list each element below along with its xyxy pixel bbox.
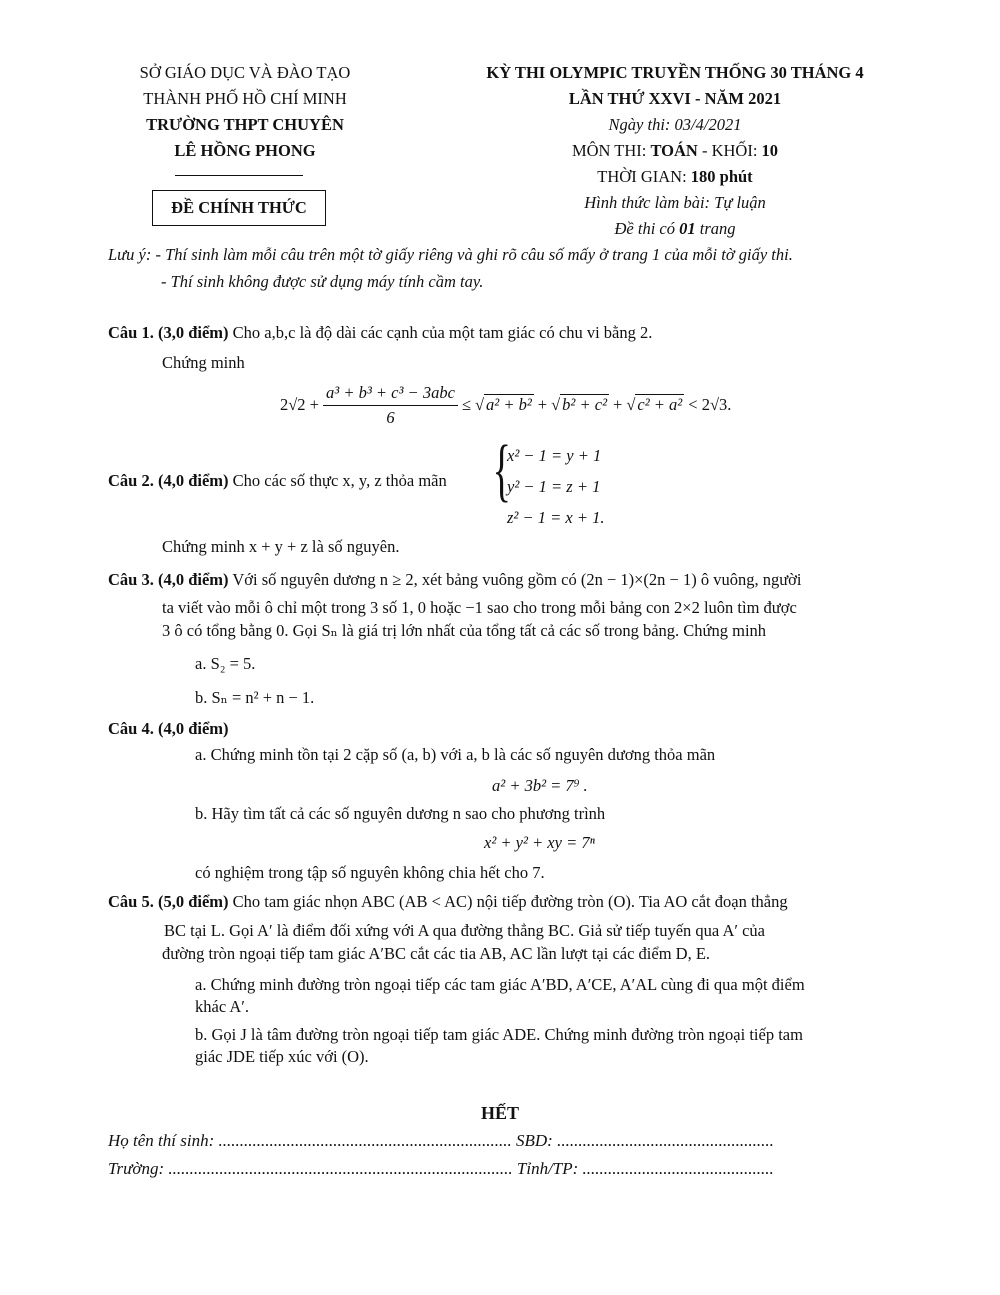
exam-pages: Đề thi có 01 trang [614,219,736,238]
question-4-eq-b: x² + y² + xy = 7ⁿ [484,833,595,852]
question-1-inequality: 2√2 + $\frac{\text{a³ + b³ + c³ − 3abc}}{6}$ ≤ √ a² + b² + √ b² + c² + √ c² + a² < 2√3. [280,382,732,427]
candidate-name-field: Họ tên thí sinh: ..................................................................... SBD: ................................................... [108,1131,774,1150]
question-2-intro [108,471,447,491]
question-1-intro [108,323,652,343]
q1-lhs: 2√2 + [280,395,319,414]
exam-subject: MÔN THI: TOÁN - KHỐI: 10 [571,141,779,160]
question-2-prove: Chứng minh x + y + z là số nguyên. [162,537,400,556]
department-name: SỞ GIÁO DỤC VÀ ĐÀO TẠO [139,63,351,82]
city-name: THÀNH PHỐ HỒ CHÍ MINH [143,89,347,108]
question-5-part-a: a. Chứng minh đường tròn ngoại tiếp các tam giác A′BD, A′CE, A′AL cùng đi qua một điểm [195,975,805,994]
question-1-prove: Chứng minh [162,353,245,372]
question-3-line-1 [108,570,801,590]
q1-frac-denominator: 6 [386,407,395,427]
q2-eq-3: z² − 1 = x + 1. [507,508,605,527]
q1-root-1: a² + b² [486,395,532,414]
question-5-part-a-2: khác A′. [195,997,250,1016]
question-4-eq-a: a² + 3b² = 7⁹ . [492,776,588,795]
exam-format: Hình thức làm bài: Tự luận [584,193,766,212]
question-1-label: Câu 1. (3,0 điểm) [108,323,229,342]
q2-eq-2: y² − 1 = z + 1 [507,477,601,496]
question-3-line-3: 3 ô có tổng bằng 0. Gọi Sₙ là giá trị lớn nhất của tổng tất cả các số trong bảng. Chứng minh [162,621,767,640]
note-line-2: - Thí sinh không được sử dụng máy tính cầm tay. [161,272,484,291]
note-line-1: Lưu ý: - Thí sinh làm mỗi câu trên một tờ giấy riêng và ghi rõ câu số mấy ở trang 1 của mỗi tờ giấy thi. [108,245,793,264]
question-5-part-b: b. Gọi J là tâm đường tròn ngoại tiếp tam giác ADE. Chứng minh đường tròn ngoại tiếp tam [195,1025,803,1044]
exam-time: THỜI GIAN: 180 phút [597,167,753,186]
official-exam-badge: ĐỀ CHÍNH THỨC [152,190,326,226]
header-left [110,60,380,164]
school-field: Trường: ................................................................................. Tỉnh/TP: ............................................. [108,1159,774,1178]
end-marker: HẾT [480,1103,519,1123]
school-name-2: LÊ HỒNG PHONG [174,141,316,160]
header-right [430,60,920,242]
question-2-label: Câu 2. (4,0 điểm) [108,471,229,490]
question-5-line-1 [108,892,788,912]
question-3-label: Câu 3. (4,0 điểm) [108,570,229,589]
q1-root-3: c² + a² [637,395,683,414]
q2-system-brace: { [492,432,512,509]
q1-le: ≤ [461,395,471,414]
header-divider [175,175,303,176]
question-1-text: Cho a,b,c là độ dài các cạnh của một tam giác có chu vi bằng 2. [232,323,653,342]
question-3-line-2: ta viết vào mỗi ô chỉ một trong 3 số 1, 0 hoặc −1 sao cho trong mỗi bảng con 2×2 luôn tìm được [162,598,797,617]
q1-frac-numerator: a³ + b³ + c³ − 3abc [323,383,458,406]
question-5-line-2: BC tại L. Gọi A′ là điểm đối xứng với A qua đường thẳng BC. Giả sử tiếp tuyến qua A′ của [164,921,765,940]
exam-edition: LẦN THỨ XXVI - NĂM 2021 [568,89,782,108]
q2-system [507,440,604,533]
school-name: TRƯỜNG THPT CHUYÊN [146,115,344,134]
question-3-part-a: a. S₂ = 5. [195,654,256,673]
question-5-text-1: Cho tam giác nhọn ABC (AB < AC) nội tiếp đường tròn (O). Tia AO cắt đoạn thẳng [232,892,788,911]
question-4-label: Câu 4. (4,0 điểm) [108,719,229,738]
question-5-line-3: đường tròn ngoại tiếp tam giác A′BC cắt các tia AB, AC lần lượt tại các điểm D, E. [162,944,711,963]
exam-date: Ngày thi: 03/4/2021 [608,115,742,134]
q1-rhs-end: < 2√3. [688,395,732,414]
exam-title: KỲ THI OLYMPIC TRUYỀN THỐNG 30 THÁNG 4 [486,63,864,82]
q1-fraction [323,383,458,428]
question-4-part-b: b. Hãy tìm tất cả các số nguyên dương n sao cho phương trình [195,804,606,823]
question-3-part-b: b. Sₙ = n² + n − 1. [195,688,315,707]
question-3-text-1: Với số nguyên dương n ≥ 2, xét bảng vuông gồm có (2n − 1)×(2n − 1) ô vuông, người [232,570,802,589]
q1-root-2: b² + c² [562,395,608,414]
question-4-part-a: a. Chứng minh tồn tại 2 cặp số (a, b) với a, b là các số nguyên dương thỏa mãn [195,745,716,764]
q2-eq-1: x² − 1 = y + 1 [507,446,602,465]
question-2-text: Cho các số thực x, y, z thỏa mãn [232,471,447,490]
question-5-label: Câu 5. (5,0 điểm) [108,892,229,911]
question-5-part-b-2: giác JDE tiếp xúc với (O). [195,1047,369,1066]
question-4-part-b-2: có nghiệm trong tập số nguyên không chia hết cho 7. [195,863,545,882]
